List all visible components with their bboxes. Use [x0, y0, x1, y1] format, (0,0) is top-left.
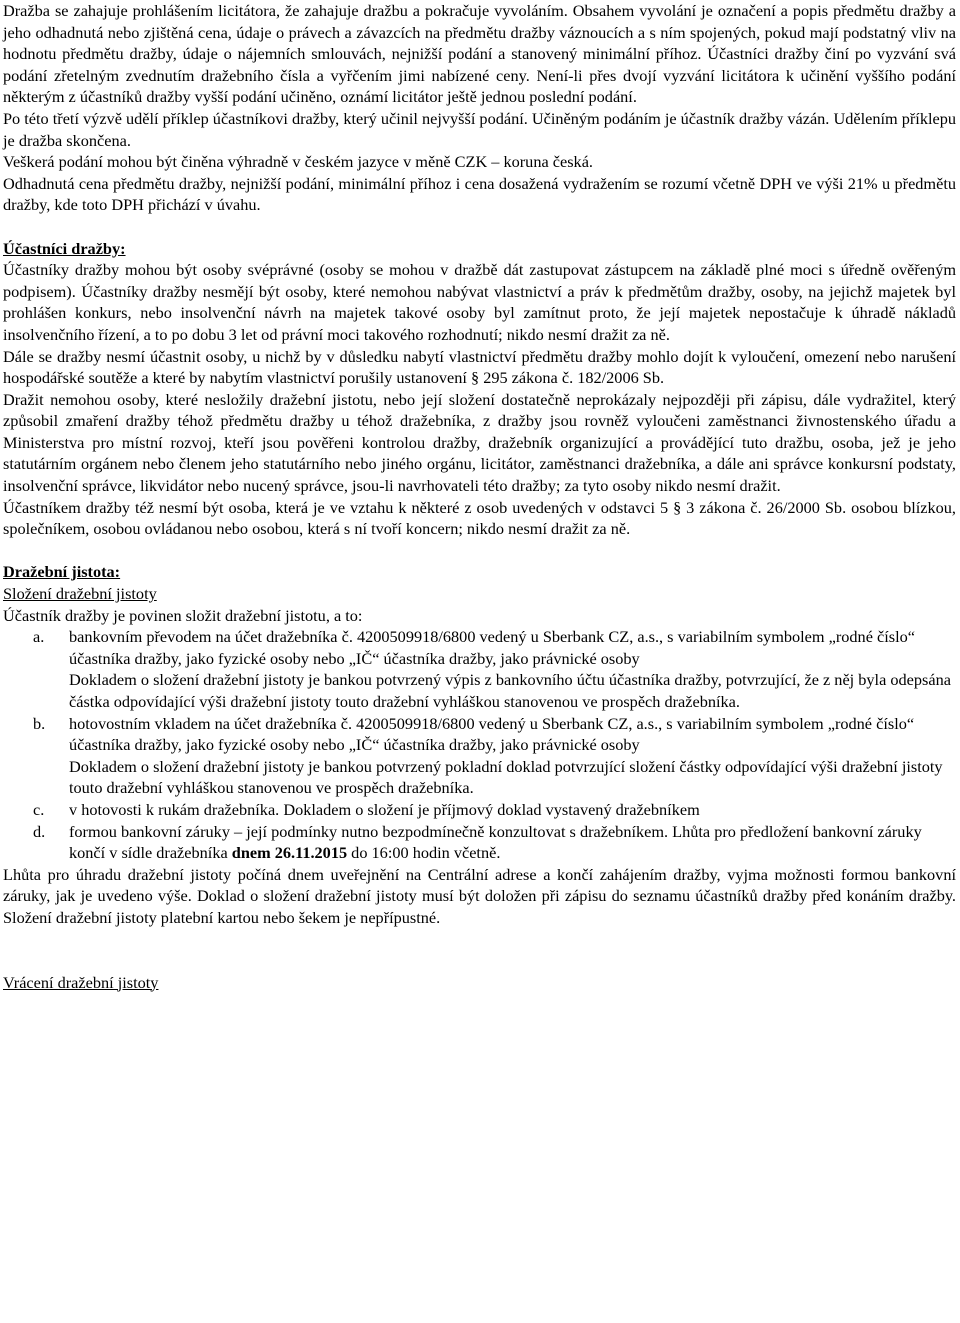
list-item-text: v hotovosti k rukám dražebníka. Dokladem o složení je příjmový doklad vystavený dražebníkem	[69, 799, 700, 819]
participants-heading: Účastníci dražby:	[3, 238, 126, 258]
spacer	[3, 929, 956, 972]
deposit-intro: Účastník dražby je povinen složit dražební jistotu, a to:	[3, 605, 363, 625]
list-item-text	[69, 821, 956, 864]
deposit-subheading	[3, 583, 956, 605]
list-item	[3, 626, 956, 712]
participants-paragraph-2: Dále se dražby nesmí účastnit osoby, u nichž by v důsledku nabytí vlastnictví předmětu dražby mohlo dojít k vyloučení, omezení nebo narušení hospodářské soutěže a které by nabytím vlastnictví porušily ustanovení § 295 zákona č. 182/2006 Sb.	[3, 346, 956, 388]
auction-language-paragraph: Veškerá podání mohou být činěna výhradně v českém jazyce v měně CZK – koruna česká.	[3, 152, 593, 172]
auction-vat-paragraph: Odhadnutá cena předmětu dražby, nejnižší podání, minimální příhoz i cena dosažená vydražením se rozumí včetně DPH ve výši 21% u předmětu dražby, kde toto DPH přichází v úvahu.	[3, 173, 956, 215]
list-marker: a.	[33, 627, 45, 647]
list-item-note: Dokladem o složení dražební jistoty je bankou potvrzený pokladní doklad potvrzující složení částky odpovídající výši dražební jistoty touto dražební vyhláškou stanovenou ve prospěch dražebníka.	[69, 756, 943, 798]
list-item	[3, 821, 956, 864]
spacer	[3, 216, 956, 238]
list-marker: d.	[33, 821, 46, 841]
list-marker: c.	[33, 799, 45, 819]
deposit-closing-paragraph: Lhůta pro úhradu dražební jistoty počíná dnem uveřejnění na Centrální adrese a končí zahájením dražby, vyjma možnosti formou bankovní záruky, jak je uvedeno výše. Doklad o složení dražební jistoty musí být doložen při zápisu do seznamu účastníků dražby před konáním dražby. Složení dražební jistoty platební kartou nebo šekem je nepřípustné.	[3, 864, 956, 927]
participants-paragraph-4: Účastníkem dražby též nesmí být osoba, která je ve vztahu k některé z osob uvedených v odstavci 5 § 3 zákona č. 26/2000 Sb. osobou blízkou, společníkem, osobou ovládanou nebo osobou, která s ní tvoří koncern; nikdo nesmí dražit za ně.	[3, 497, 956, 539]
list-item-note: Dokladem o složení dražební jistoty je bankou potvrzený výpis z bankovního účtu účastníka dražby, potvrzující, že z něj byla odepsána částka odpovídající výši dražební jistoty touto dražební vyhláškou stanovenou ve prospěch dražebníka.	[69, 670, 951, 711]
spacer	[3, 540, 956, 562]
list-marker: b.	[33, 713, 46, 733]
deposit-subheading-text: Složení dražební jistoty	[3, 584, 157, 604]
deadline-date: dnem 26.11.2015	[231, 843, 348, 863]
participants-paragraph-1: Účastníky dražby mohou být osoby svéprávné (osoby se mohou v dražbě dát zastupovat zástupcem na základě plné moci s úředně ověřeným podpisem). Účastníky dražby nesmějí být osoby, které nemohou nabývat vlastnictví a práv k předmětům dražby, osoby, na jejichž majetek byl prohlášen konkurs, nebo insolvenční návrh na majetek takové osoby byl zamítnut proto, že její majetek nepostačuje k úhradě nákladů insolvenčního řízení, a to po dobu 3 let od právní moci takového rozhodnutí; nikdo nesmí dražit za ně.	[3, 260, 956, 344]
list-item-text-after: do 16:00 hodin včetně.	[347, 843, 501, 863]
list-item	[3, 799, 956, 821]
list-item-text: hotovostním vkladem na účet dražebníka č. 4200509918/6800 vedený u Sberbank CZ, a.s., s variabilním symbolem „rodné číslo“ účastníka dražby, jako fyzické osoby nebo „IČ“ účastníka dražby, jako právnické osoby	[69, 713, 915, 755]
list-item-text-before: formou bankovní záruky – její podmínky nutno bezpodmínečně konzultovat s dražebníkem. Lhůta pro předložení bankovní záruky končí v sídle dražebníka	[69, 821, 922, 863]
deposit-heading: Dražební jistota:	[3, 562, 121, 582]
list-item-text: bankovním převodem na účet dražebníka č. 4200509918/6800 vedený u Sberbank CZ, a.s., s variabilním symbolem „rodné číslo“ účastníka dražby, jako fyzické osoby nebo „IČ“ účastníka dražby, jako právnické osoby	[69, 627, 915, 668]
participants-paragraph-3: Dražit nemohou osoby, které nesložily dražební jistotu, nebo její složení dostatečně neprokázaly nejpozději při zápisu, dále vydražitel, který způsobil zmaření dražby téhož předmětu dražby u téhož dražebníka, z dražby jsou rovněž vyloučeni zaměstnanci živnostenského úřadu a Ministerstva pro místní rozvoj, kteří jsou pověřeni kontrolou dražby, dražebník organizující a provádějící tuto dražbu, osoba, jež je jeho statutárním orgánem nebo členem jeho statutárního nebo jiného orgánu, licitátor, zaměstnanci dražebníka, a dále ani správce konkursní podstaty, insolvenční správce, likvidátor nebo nucený správce, jsou-li navrhovateli této dražby; za tyto osoby nikdo nesmí dražit.	[3, 389, 956, 496]
auction-procedure-paragraph: Dražba se zahajuje prohlášením licitátora, že zahajuje dražbu a pokračuje vyvoláním. Obsahem vyvolání je označení a popis předmětu dražby a jeho odhadnutá nebo zjištěná cena, údaje o právech a závazcích na předmětu dražby váznoucích a s ním spojených, pokud mají podstatný vliv na hodnotu předmětu dražby, údaje o nájemních smlouvách, nejnižší podání a stanovený minimální příhoz. Účastníci dražby činí po vyzvání svá podání zřetelným zvednutím dražebního čísla a vyřčením jimi nabízené ceny. Není-li přes dvojí vyzvání licitátora k učinění vyššího podání některým z účastníků dražby vyšší podání učiněno, oznámí licitátor ještě jednou poslední podání.	[3, 1, 956, 107]
list-item	[3, 713, 956, 799]
refund-heading-text: Vrácení dražební jistoty	[3, 972, 159, 992]
deposit-methods-list	[3, 626, 956, 864]
auction-hammer-paragraph: Po této třetí výzvě udělí příklep účastníkovi dražby, který učinil nejvyšší podání. Učiněným podáním je účastník dražby vázán. Udělením příklepu je dražba skončena.	[3, 108, 956, 150]
refund-heading	[3, 972, 956, 994]
